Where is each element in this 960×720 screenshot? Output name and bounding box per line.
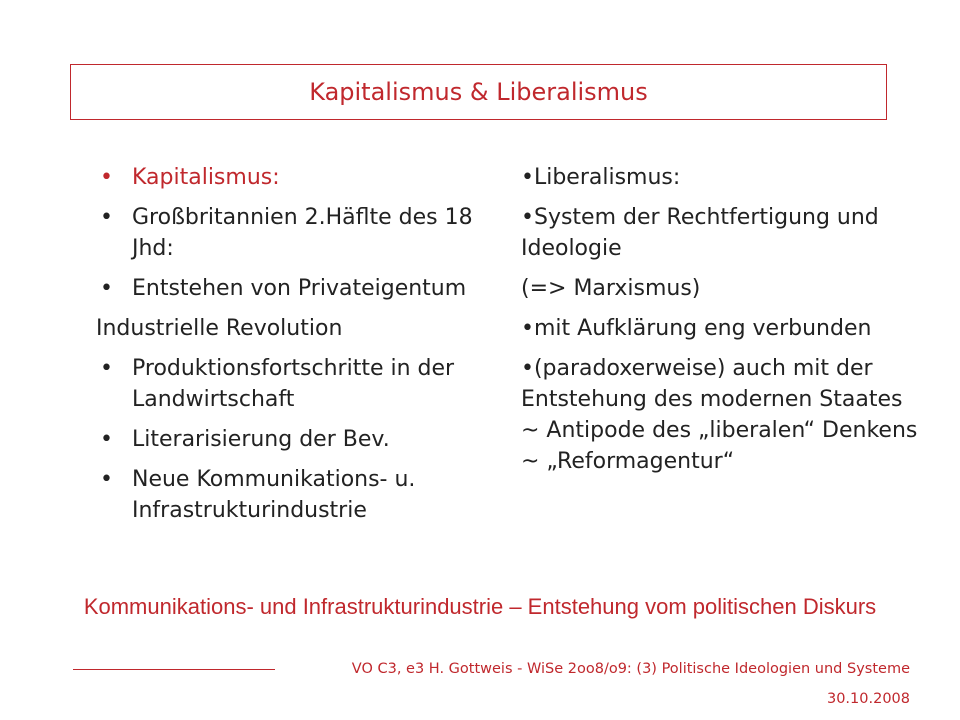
left-item-kapitalismus [96,162,496,193]
right-item-staat [521,353,921,477]
left-item-text: Kapitalismus: [132,165,280,190]
bullet-icon: • [100,467,113,492]
bullet-icon: • [100,165,113,190]
left-column [96,162,496,535]
bullet-icon: • [100,356,113,381]
right-item-text: (=> Marxismus) [521,276,701,301]
left-item-literarisierung [96,424,496,455]
right-item-text: •Liberalismus: [521,165,681,190]
left-item-text: Entstehen von Privateigentum [132,276,467,301]
left-item-kommunikation [96,464,496,526]
right-item-text: •System der Rechtfertigung und Ideologie [521,205,879,261]
right-item-text: •mit Aufklärung eng verbunden [521,316,872,341]
left-item-text: Neue Kommunikations- u. Infrastrukturindustrie [132,467,416,523]
bullet-icon: • [100,276,113,301]
left-item-text: Großbritannien 2.Häflte des 18 Jhd: [132,205,473,261]
left-item-text: Industrielle Revolution [96,316,343,341]
left-item-industrielle-revolution [96,313,496,344]
title-box [70,64,887,120]
left-item-grossbritannien [96,202,496,264]
left-item-text: Produktionsfortschritte in der Landwirtschaft [132,356,455,412]
right-column [521,162,921,486]
right-item-reformagentur: ~ „Reformagentur“ [521,449,735,474]
right-item-aufklaerung [521,313,921,344]
right-item-text: •(paradoxerweise) auch mit der Entstehung des modernen Staates [521,356,903,412]
left-item-produktion [96,353,496,415]
right-item-antipode: ~ Antipode des „liberalen“ Denkens [521,418,918,443]
footer-divider [73,669,275,670]
footer-statement: Kommunikations- und Infrastrukturindustrie – Entstehung vom politischen Diskurs [83,594,877,619]
right-item-rechtfertigung [521,202,921,264]
bullet-icon: • [100,205,113,230]
left-item-text: Literarisierung der Bev. [132,427,390,452]
right-item-marxismus [521,273,921,304]
left-item-privateigentum [96,273,496,304]
right-item-liberalismus [521,162,921,193]
slide-title: Kapitalismus & Liberalismus [309,78,648,106]
slide-date: 30.10.2008 [826,691,910,707]
bullet-icon: • [100,427,113,452]
course-line: VO C3, e3 H. Gottweis - WiSe 2oo8/o9: (3) Politische Ideologien und Systeme [351,661,910,677]
